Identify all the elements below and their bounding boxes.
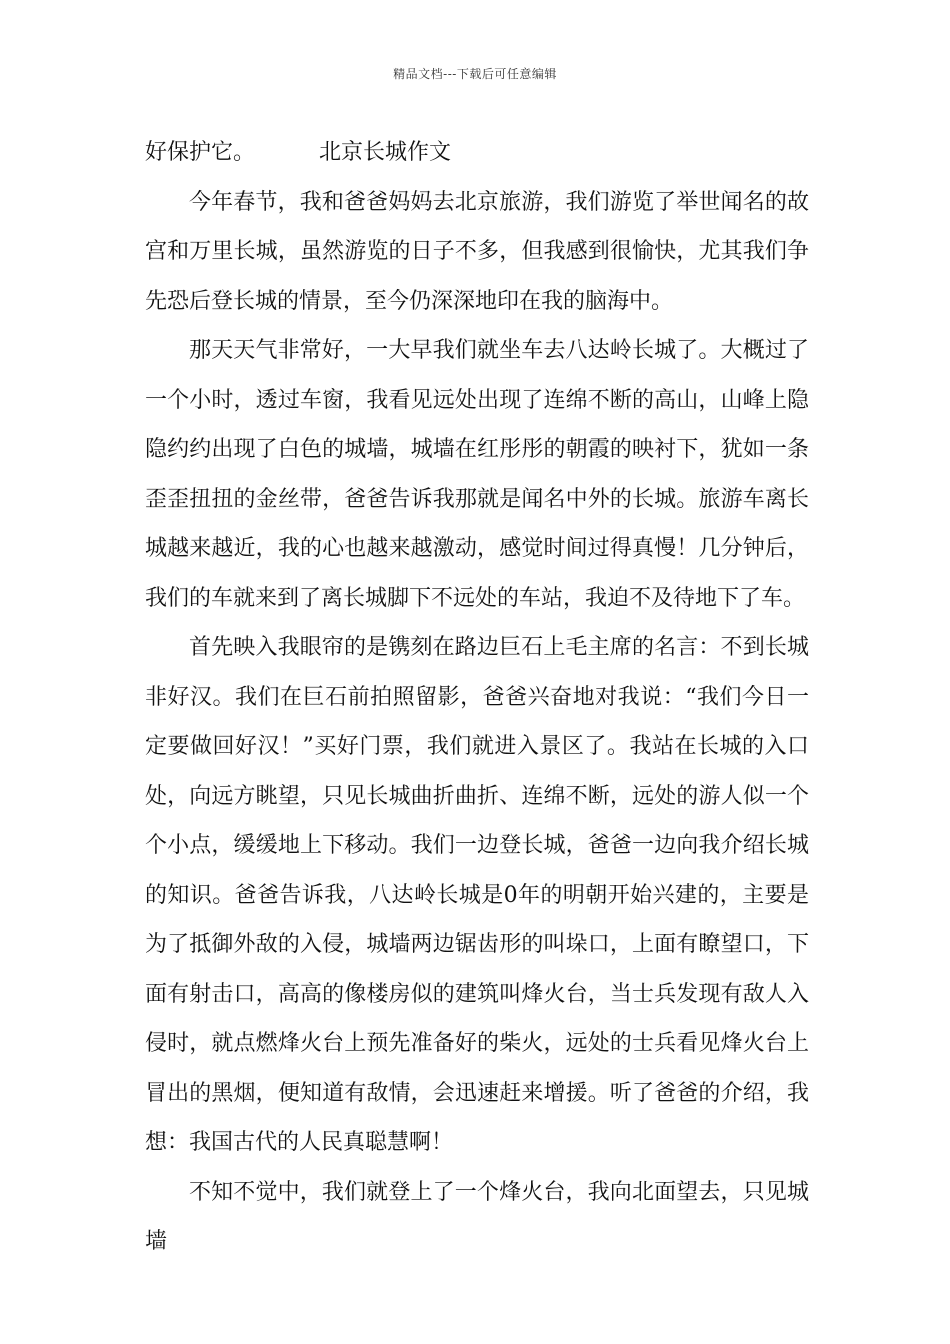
paragraph-3: 首先映入我眼帘的是镌刻在路边巨石上毛主席的名言：不到长城非好汉。我们在巨石前拍照留影，爸爸兴奋地对我说：“我们今日一定要做回好汉！”买好门票，我们就进入景区了。我站在长城的入口处，向远方眺望，只见长城曲折曲折、连绵不断，远处的游人似一个个小点，缓缓地上下移动。我们一边登长城，爸爸一边向我介绍长城的知识。爸爸告诉我，八达岭长城是0年的明朝开始兴建的，主要是为了抵御外敌的入侵，城墙两边锯齿形的叫垛口，上面有瞭望口，下面有射击口，高高的像楼房似的建筑叫烽火台，当士兵发现有敌人入侵时，就点燃烽火台上预先准备好的柴火，远处的士兵看见烽火台上冒出的黑烟，便知道有敌情，会迅速赶来增援。听了爸爸的介绍，我想：我国古代的人民真聪慧啊！ [145,635,809,1155]
paragraph-1: 今年春节，我和爸爸妈妈去北京旅游，我们游览了举世闻名的故宫和万里长城，虽然游览的日子不多，但我感到很愉快，尤其我们争先恐后登长城的情景，至今仍深深地印在我的脑海中。 [145,189,809,314]
essay-title: 北京长城作文 [319,140,452,165]
first-line [145,128,809,178]
page-header: 精品文档---下载后可任意编辑 [393,67,557,81]
paragraph-4: 不知不觉中，我们就登上了一个烽火台，我向北面望去，只见城墙 [145,1179,809,1254]
paragraph-2: 那天天气非常好，一大早我们就坐车去八达岭长城了。大概过了一个小时，透过车窗，我看见远处出现了连绵不断的高山，山峰上隐隐约约出现了白色的城墙，城墙在红彤彤的朝霞的映衬下，犹如一条歪歪扭扭的金丝带，爸爸告诉我那就是闻名中外的长城。旅游车离长城越来越近，我的心也越来越激动，感觉时间过得真慢！几分钟后，我们的车就来到了离长城脚下不远处的车站，我迫不及待地下了车。 [145,338,809,611]
document-body [145,128,809,1267]
lead-fragment: 好保护它。 [145,140,256,165]
